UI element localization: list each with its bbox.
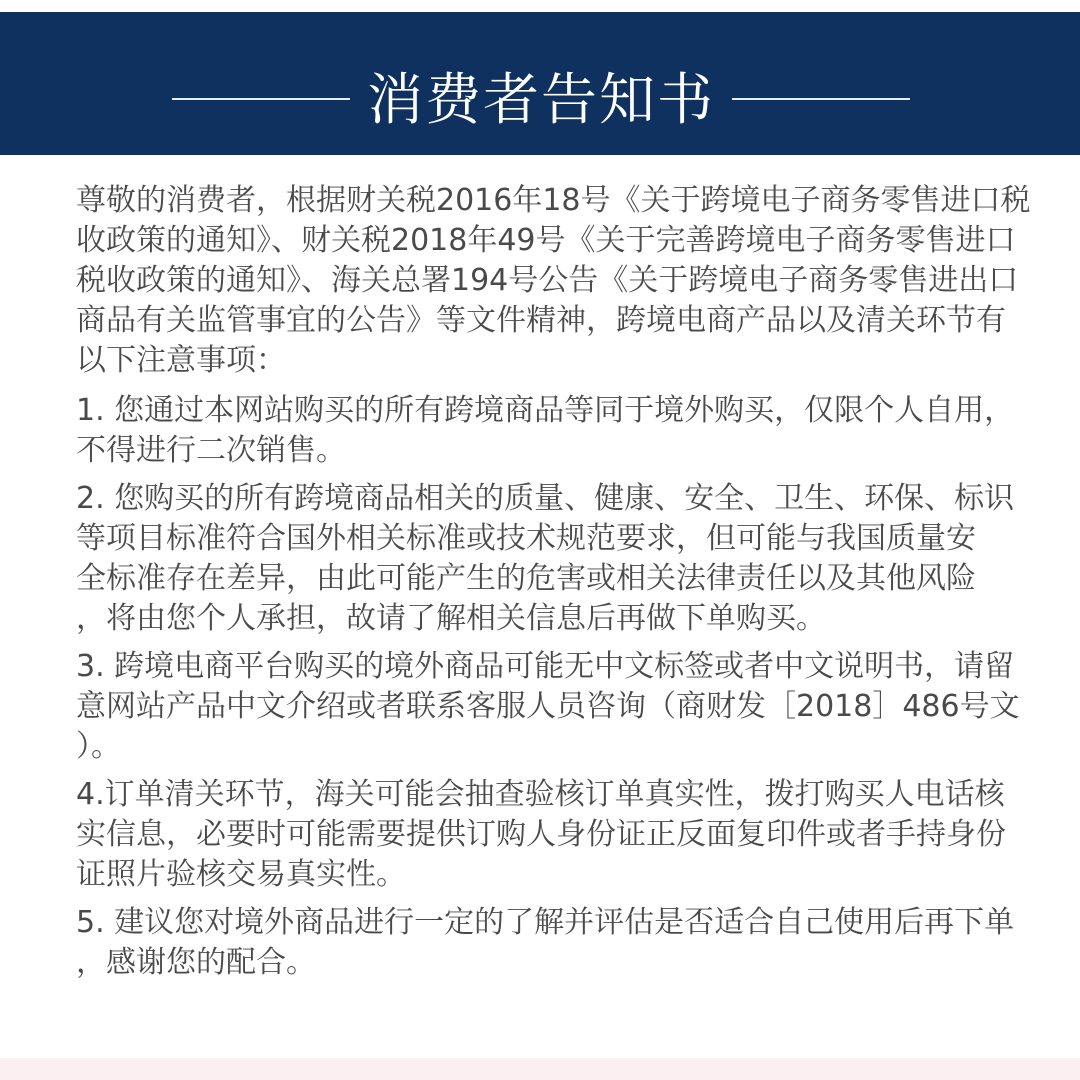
notice-item-4: 4.订单清关环节，海关可能会抽查验核订单真实性，拨打购买人电话核 实信息，必要时可能需要提供订购人身份证正反面复印件或者手持身份 证照片验核交易真实性。 [76,777,1006,892]
notice-item-5: 5. 建议您对境外商品进行一定的了解并评估是否适合自己使用后再下单 ，感谢您的配合。 [76,905,1015,980]
notice-item-2: 2. 您购买的所有跨境商品相关的质量、健康、安全、卫生、环保、标识 等项目标准符合国外相关标准或技术规范要求，但可能与我国质量安 全标准存在差异，由此可能产生的危害或相关法律责任以及其他风险 ，将由您个人承担，故请了解相关信息后再做下单购买。 [76,481,1015,636]
notice-item-1: 1. 您通过本网站购买的所有跨境商品等同于境外购买，仅限个人自用， 不得进行二次销售。 [76,393,1015,468]
title-rule-left [172,98,350,100]
notice-item-3: 3. 跨境电商平台购买的境外商品可能无中文标签或者中文说明书，请留 意网站产品中文介绍或者联系客服人员咨询（商财发［2018］486号文 ）。 [76,649,1020,764]
page-title: 消费者告知书 [367,68,715,133]
top-strip [0,0,1080,12]
header-banner [0,12,1080,155]
notice-body [76,181,1042,991]
title-rule-right [732,98,910,100]
intro-paragraph: 尊敬的消费者，根据财关税2016年18号《关于跨境电子商务零售进口税 收政策的通知》、财关税2018年49号《关于完善跨境电子商务零售进口 税收政策的通知》、海关总署194号公告《关于跨境电子商务零售进出口 商品有关监管事宜的公告》等文件精神，跨境电商产品以及清关环节有 以下注意事项： [76,183,1031,378]
bottom-strip [0,1058,1080,1080]
